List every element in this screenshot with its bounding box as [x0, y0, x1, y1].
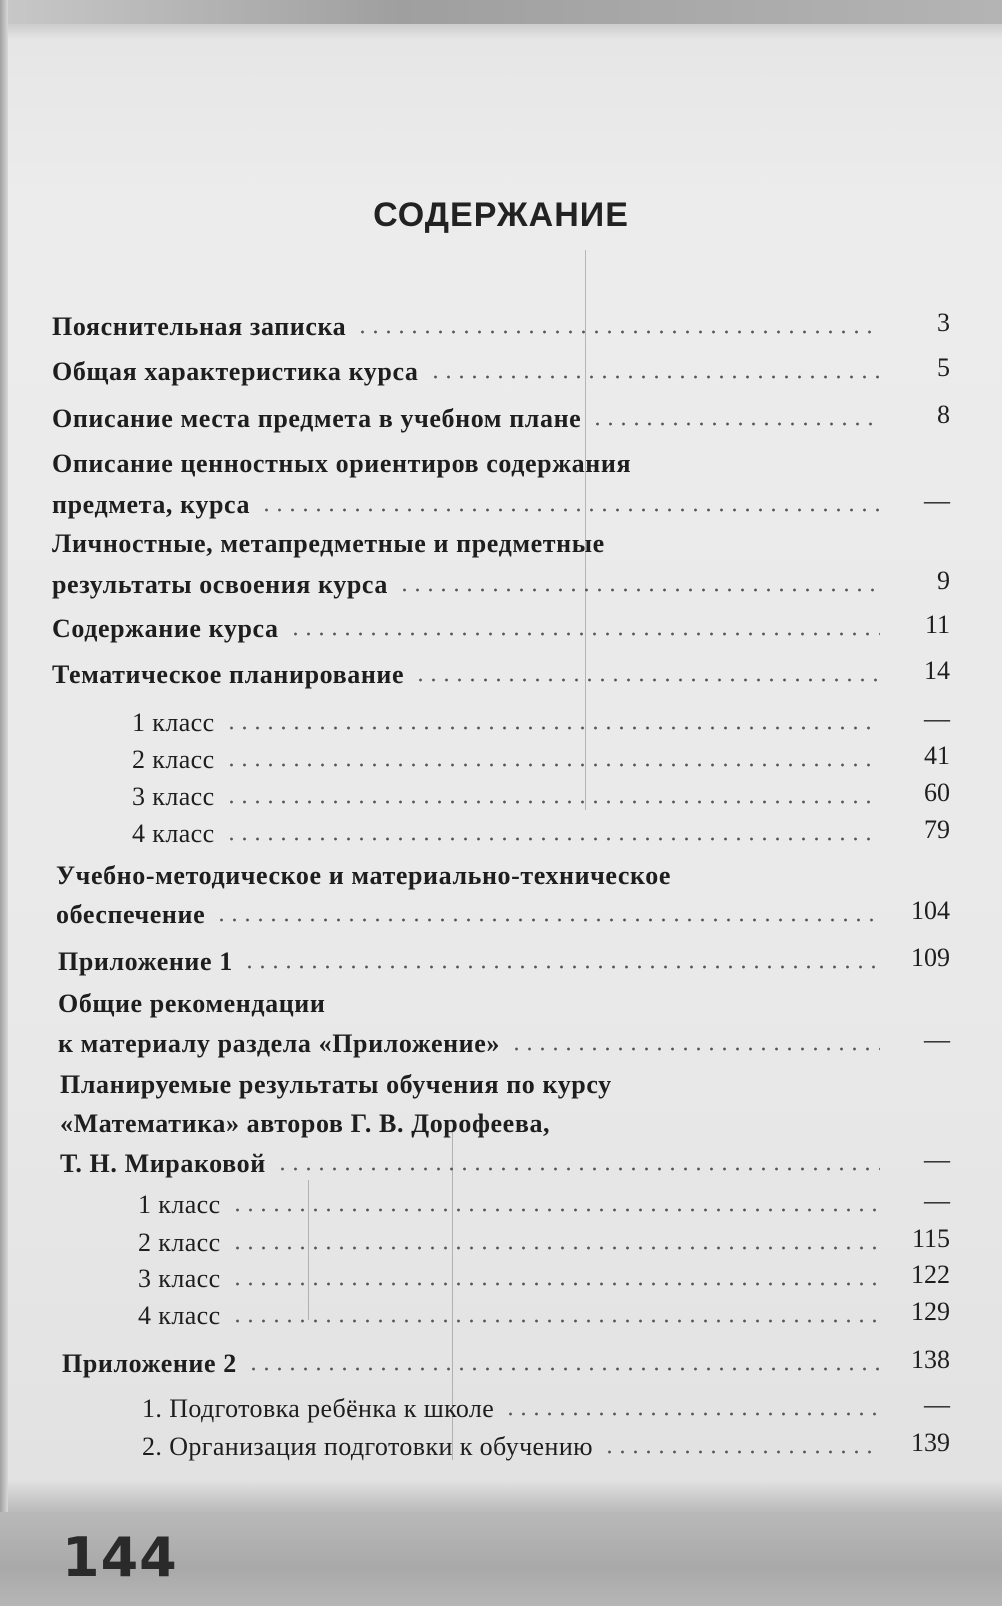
toc-entry-title: 2 класс: [138, 1228, 221, 1257]
dot-leader: [289, 632, 880, 636]
dot-leader: [243, 965, 880, 969]
page-title: СОДЕРЖАНИЕ: [373, 196, 629, 234]
dot-leader: [276, 1167, 880, 1171]
toc-entry-title: Приложение 1: [58, 947, 233, 976]
toc-entry-title: результаты освоения курса: [52, 570, 388, 599]
page-number: 144: [62, 1526, 178, 1589]
toc-entry-page: 8: [937, 400, 950, 429]
toc-entry-page: 79: [924, 815, 950, 844]
toc-entry-page: 109: [911, 943, 950, 972]
toc-entry-title: Планируемые результаты обучения по курсу: [60, 1070, 612, 1099]
toc-entry-title: Описание ценностных ориентиров содержания: [52, 449, 632, 478]
toc-entry-title: Описание места предмета в учебном плане: [52, 404, 582, 433]
toc-entry-title: Тематическое планирование: [52, 660, 405, 689]
toc-entry-page: —: [924, 1186, 950, 1215]
dot-leader: [215, 918, 880, 922]
toc-entry-title: 3 класс: [138, 1264, 221, 1293]
toc-entry-page: —: [924, 1390, 950, 1419]
toc-entry-page: —: [924, 1025, 950, 1054]
toc-entry-title: Т. Н. Мираковой: [60, 1149, 266, 1178]
toc-entry-page: 115: [911, 1224, 950, 1253]
bleed-line: [308, 1180, 309, 1320]
dot-leader: [260, 508, 880, 512]
toc-entry-page: 122: [911, 1260, 950, 1289]
toc-entry-title: 3 класс: [132, 782, 215, 811]
toc-entry-title: Пояснительная записка: [52, 312, 347, 341]
page-left-edge: [0, 0, 8, 1606]
dot-leader: [225, 763, 880, 767]
toc-entry-title: Приложение 2: [62, 1349, 237, 1378]
toc-entry-title: Содержание курса: [52, 614, 279, 643]
toc-entry-page: 139: [911, 1428, 950, 1457]
toc-entry-title: Личностные, метапредметные и предметные: [52, 529, 605, 558]
toc-entry-title: 2 класс: [132, 745, 215, 774]
toc-entry-page: —: [924, 1145, 950, 1174]
toc-entry-title: Учебно-методическое и материально-техническое: [56, 861, 672, 890]
dot-leader: [429, 375, 880, 379]
toc-entry-page: 3: [937, 308, 950, 337]
dot-leader: [231, 1208, 880, 1212]
toc-entry-page: 5: [937, 353, 950, 382]
dot-leader: [356, 330, 880, 334]
toc-entry-title: 1. Подготовка ребёнка к школе: [142, 1394, 495, 1423]
dot-leader: [414, 678, 880, 682]
dot-leader: [398, 588, 880, 592]
toc-entry-title: 2. Организация подготовки к обучению: [142, 1432, 593, 1461]
toc-entry-page: 129: [911, 1297, 950, 1326]
dot-leader: [225, 800, 880, 804]
dot-leader: [225, 726, 880, 730]
dot-leader: [603, 1450, 880, 1454]
dot-leader: [510, 1047, 880, 1051]
toc-entry-page: 14: [924, 656, 950, 685]
toc-entry-title: «Математика» авторов Г. В. Дорофеева,: [60, 1109, 551, 1138]
toc-entry-page: 104: [911, 896, 950, 925]
toc-entry-title: Общая характеристика курса: [52, 357, 419, 386]
dot-leader: [504, 1412, 880, 1416]
toc-entry-title: предмета, курса: [52, 490, 251, 519]
toc-entry-title: Общие рекомендации: [58, 989, 326, 1018]
toc-entry-title: 1 класс: [138, 1190, 221, 1219]
toc-entry-page: 41: [924, 741, 950, 770]
dot-leader: [231, 1246, 880, 1250]
dot-leader: [591, 422, 880, 426]
dot-leader: [247, 1367, 880, 1371]
toc-entry-title: 4 класс: [138, 1301, 221, 1330]
page-top-shadow: [0, 0, 1002, 24]
toc-entry-title: 1 класс: [132, 708, 215, 737]
toc-entry-page: 60: [924, 778, 950, 807]
toc-entry-title: 4 класс: [132, 819, 215, 848]
dot-leader: [231, 1319, 880, 1323]
toc-entry-page: —: [924, 704, 950, 733]
toc-entry-page: 11: [924, 610, 950, 639]
toc-entry-page: 138: [911, 1345, 950, 1374]
toc-entry-title: к материалу раздела «Приложение»: [58, 1029, 500, 1058]
toc-entry-title: обеспечение: [56, 900, 206, 929]
dot-leader: [225, 837, 880, 841]
toc-entry-page: 9: [937, 566, 950, 595]
toc-entry-page: —: [924, 486, 950, 515]
dot-leader: [231, 1282, 880, 1286]
